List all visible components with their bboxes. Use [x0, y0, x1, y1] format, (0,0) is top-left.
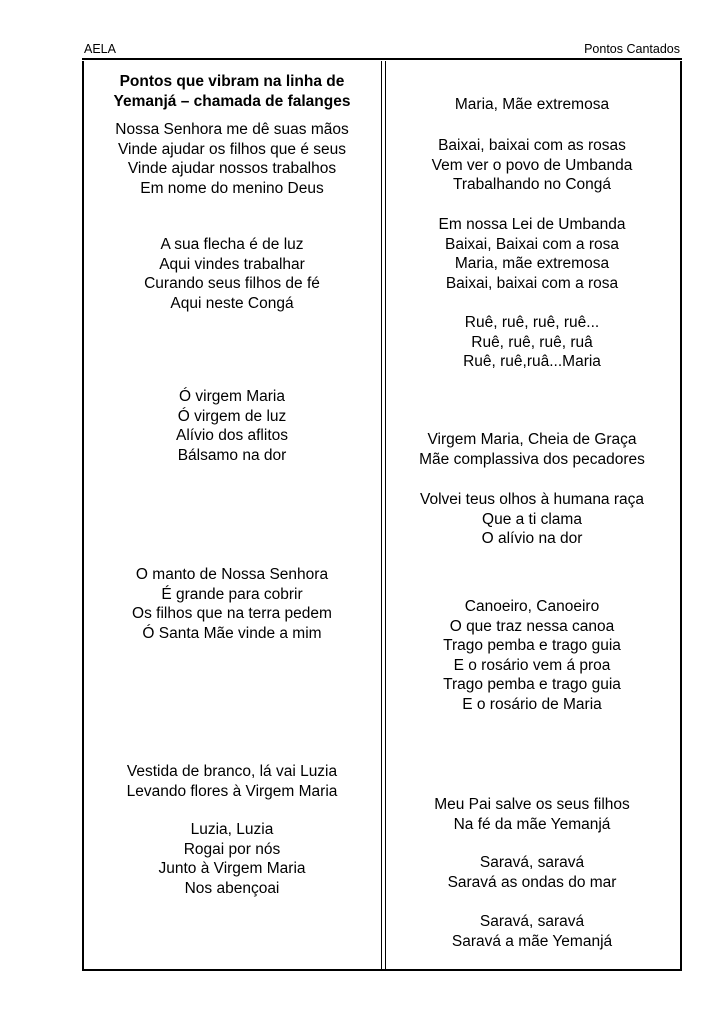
- verse-block: [388, 853, 676, 892]
- verse-line: Aqui vindes trabalhar: [159, 255, 305, 273]
- verse-line: A sua flecha é de luz: [160, 236, 304, 253]
- verse-line: Vem ver o povo de Umbanda: [431, 156, 633, 174]
- verse-line: Rogai por nós: [183, 840, 281, 858]
- verse-block: [388, 313, 676, 372]
- verse-line: Aqui neste Congá: [170, 294, 294, 312]
- verse-line: E o rosário vem á proa: [453, 656, 611, 674]
- title-line: Pontos que vibram na linha de: [119, 73, 345, 90]
- verse-block: [388, 597, 676, 714]
- verse-block: [388, 795, 676, 834]
- verse-block: [86, 762, 378, 801]
- column-divider-inner: [385, 61, 386, 971]
- verse-line: Mãe complassiva dos pecadores: [419, 450, 645, 468]
- verse-line: Ó virgem Maria: [179, 388, 285, 405]
- verse-line: Nos abençoai: [184, 879, 280, 897]
- verse-line: Canoeiro, Canoeiro: [464, 598, 600, 615]
- verse-line: O que traz nessa canoa: [449, 617, 615, 635]
- verse-line: Nossa Senhora me dê suas mãos: [115, 121, 349, 138]
- verse-line: Ó Santa Mãe vinde a mim: [142, 624, 322, 642]
- verse-line: Baixai, Baixai com a rosa: [444, 235, 620, 253]
- verse-line: Baixai, baixai com as rosas: [438, 137, 626, 154]
- verse-block: [388, 215, 676, 293]
- verse-line: Levando flores à Virgem Maria: [126, 782, 338, 800]
- verse-line: Meu Pai salve os seus filhos: [434, 796, 630, 813]
- header-rule: [82, 58, 682, 60]
- header-left-text: AELA: [84, 42, 116, 56]
- verse-block: [388, 136, 676, 195]
- verse-block: [388, 490, 676, 549]
- verse-line: Virgem Maria, Cheia de Graça: [427, 431, 637, 448]
- verse-line: Luzia, Luzia: [190, 821, 274, 838]
- verse-line: Saravá, saravá: [479, 913, 585, 930]
- verse-block: [388, 430, 676, 469]
- verse-line: Maria, Mãe extremosa: [454, 96, 610, 113]
- verse-line: Os filhos que na terra pedem: [132, 605, 332, 622]
- verse-block: [86, 120, 378, 198]
- verse-block: [86, 387, 378, 465]
- verse-line: Ruê, ruê, ruê, ruâ: [471, 333, 593, 351]
- verse-block: [388, 912, 676, 951]
- verse-line: Ruê, ruê,ruâ...Maria: [463, 353, 601, 370]
- verse-block: [86, 235, 378, 313]
- verse-line: Em nome do menino Deus: [140, 179, 324, 197]
- verse-line: Ó virgem de luz: [177, 407, 287, 425]
- verse-line: O manto de Nossa Senhora: [135, 566, 329, 583]
- verse-line: É grande para cobrir: [161, 585, 303, 603]
- verse-line: Vinde ajudar os filhos que é seus: [117, 140, 347, 158]
- column-divider: [381, 61, 382, 971]
- verse-line: Saravá as ondas do mar: [447, 873, 617, 891]
- verse-line: Ruê, ruê, ruê, ruê...: [464, 314, 600, 331]
- verse-line: O alívio na dor: [481, 530, 583, 547]
- verse-line: Vinde ajudar nossos trabalhos: [127, 160, 337, 177]
- verse-line: E o rosário de Maria: [462, 695, 602, 713]
- verse-line: Saravá a mãe Yemanjá: [451, 932, 613, 950]
- verse-line: Volvei teus olhos à humana raça: [419, 491, 645, 508]
- verse-line: Alívio dos aflitos: [176, 427, 288, 444]
- verse-block: [86, 565, 378, 643]
- verse-line: Em nossa Lei de Umbanda: [438, 216, 626, 233]
- verse-line: Vestida de branco, lá vai Luzia: [126, 763, 338, 780]
- verse-line: Trago pemba e trago guia: [443, 637, 621, 654]
- verse-line: Trabalhando no Congá: [453, 176, 611, 193]
- verse-line: Trago pemba e trago guia: [443, 676, 621, 693]
- verse-line: Baixai, baixai com a rosa: [445, 274, 619, 292]
- verse-line: Saravá, saravá: [479, 854, 585, 871]
- left-title: [86, 72, 378, 111]
- verse-line: Que a ti clama: [482, 510, 582, 528]
- verse-line: Na fé da mãe Yemanjá: [453, 815, 611, 833]
- verse-line: Maria, mãe extremosa: [454, 255, 610, 272]
- title-line: Yemanjá – chamada de falanges: [113, 92, 351, 110]
- verse-line: Bálsamo na dor: [177, 446, 287, 464]
- page-header: [84, 42, 682, 58]
- verse-block: [86, 820, 378, 898]
- verse-line: Curando seus filhos de fé: [144, 275, 320, 292]
- verse-block: [388, 95, 676, 115]
- verse-line: Junto à Virgem Maria: [158, 860, 306, 877]
- header-right-text: Pontos Cantados: [584, 42, 680, 56]
